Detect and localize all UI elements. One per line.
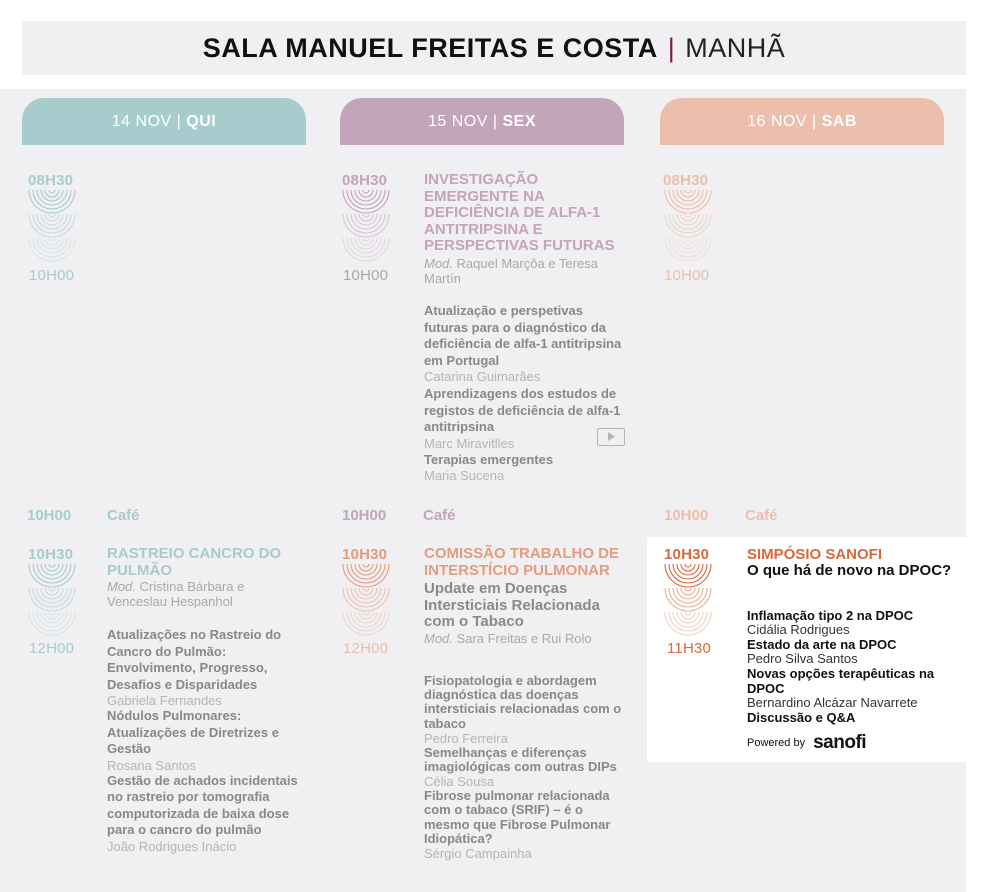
session-title: RASTREIO CANCRO DO PULMÃO xyxy=(107,545,282,579)
room-name: SALA MANUEL FREITAS E COSTA xyxy=(202,32,658,63)
period-label: MANHÃ xyxy=(685,32,786,63)
talk-speaker: Célia Sousa xyxy=(424,774,495,790)
day-weekday: SAB xyxy=(821,112,857,130)
room-title-bar xyxy=(22,21,966,75)
end-time: 10H00 xyxy=(664,267,710,284)
end-time: 10H00 xyxy=(29,267,75,284)
cafe-time: 10H00 xyxy=(664,507,709,524)
cafe-time: 10H00 xyxy=(27,507,72,524)
talk-title: Terapias emergentes xyxy=(424,451,554,467)
talk-speaker: Marc Miravitlles xyxy=(424,435,515,451)
talk-list xyxy=(107,627,302,854)
session-title: INVESTIGAÇÃO EMERGENTE NA DEFICIÊNCIA DE ALFA-1 ANTITRIPSINA E PERSPECTIVAS FUTURAS xyxy=(424,171,615,254)
day-date: 15 NOV | xyxy=(427,112,498,130)
talk-title: Fisiopatologia e abordagem diagnóstica das doenças intersticiais relacionadas com o tabaco xyxy=(424,673,622,731)
day-tab-friday[interactable] xyxy=(340,98,624,145)
talk-title: Gestão de achados incidentais no rastreio por tomografia computorizada de baixa dose para o cancro do pulmão xyxy=(107,772,298,837)
start-time: 10H30 xyxy=(28,546,74,563)
talk-title: Discussão e Q&A xyxy=(747,710,856,725)
talk-speaker: Maria Sucena xyxy=(424,468,505,483)
talk-speaker: Sérgio Campainha xyxy=(424,846,532,862)
start-time: 08H30 xyxy=(28,172,74,189)
play-triangle-icon xyxy=(598,429,623,444)
talk-list xyxy=(424,303,624,483)
mod-names: Sara Freitas e Rui Rolo xyxy=(456,630,592,646)
mod-names: Cristina Bárbara e Venceslau Hespanhol xyxy=(107,579,245,609)
session-block xyxy=(424,172,624,286)
talk-title: Novas opções terapêuticas na DPOC xyxy=(747,666,935,696)
start-time: 10H30 xyxy=(664,546,710,563)
talk-title: Fibrose pulmonar relacionada com o tabaco (SRIF) – é o mesmo que Fibrose Pulmonar Idiopática? xyxy=(424,788,611,846)
day-date: 14 NOV | xyxy=(111,112,182,130)
cafe-label: Café xyxy=(107,507,140,524)
talk-speaker: Cidália Rodrigues xyxy=(747,622,850,637)
sponsor-credit xyxy=(747,732,866,754)
session-block xyxy=(747,546,952,580)
day-tab-saturday[interactable] xyxy=(660,98,944,145)
talk-speaker: Gabriela Fernandes xyxy=(107,693,222,708)
talk-speaker: Bernardino Alcázar Navarrete xyxy=(747,695,918,710)
end-time: 12H00 xyxy=(29,640,75,657)
day-weekday: SEX xyxy=(502,112,537,130)
start-time: 08H30 xyxy=(663,172,709,189)
start-time: 10H30 xyxy=(342,546,388,563)
talk-title: Atualização e perspetivas futuras para o diagnóstico da deficiência de alfa-1 antitripsina em Portugal xyxy=(424,303,622,368)
right-margin xyxy=(966,0,987,892)
talk-speaker: Pedro Ferreira xyxy=(424,730,508,746)
talk-title: Nódulos Pulmonares: Atualizações de Diretrizes e Gestão xyxy=(107,708,279,756)
moderators xyxy=(424,256,624,286)
day-weekday: QUI xyxy=(186,112,217,130)
talk-title: Estado da arte na DPOC xyxy=(747,637,897,652)
mod-names: Raquel Marçôa e Teresa Martín xyxy=(424,255,598,286)
session-title: SIMPÓSIO SANOFI xyxy=(747,546,883,563)
session-subtitle: Update em Doenças Intersticiais Relacionada com o Tabaco xyxy=(424,580,600,630)
talk-speaker: João Rodrigues Inácio xyxy=(107,838,237,854)
end-time: 12H00 xyxy=(343,640,389,657)
title-separator: | xyxy=(667,32,676,63)
talk-speaker: Rosana Santos xyxy=(107,757,196,773)
day-tab-thursday[interactable] xyxy=(22,98,306,145)
talk-list xyxy=(747,608,952,725)
cafe-label: Café xyxy=(745,507,778,524)
session-block xyxy=(107,546,302,609)
mod-label: Mod. xyxy=(107,579,136,594)
cafe-label: Café xyxy=(423,507,456,524)
start-time: 08H30 xyxy=(342,172,388,189)
talk-title: Atualizações no Rastreio do Cancro do Pulmão: Envolvimento, Progresso, Desafios e Disparidades xyxy=(107,627,282,692)
end-time: 11H30 xyxy=(667,640,712,657)
day-date: 16 NOV | xyxy=(747,112,817,130)
mod-label: Mod. xyxy=(424,255,453,271)
session-title: COMISSÃO TRABALHO DE INTERSTÍCIO PULMONAR xyxy=(424,545,619,579)
powered-by-label: Powered by xyxy=(747,737,806,749)
sanofi-logo: sanofi xyxy=(813,732,867,753)
mod-label: Mod. xyxy=(424,630,453,646)
talk-speaker: Pedro Silva Santos xyxy=(747,651,858,666)
talk-title: Semelhanças e diferenças imagiológicas com outras DIPs xyxy=(424,744,617,775)
moderators xyxy=(107,579,302,609)
session-subtitle: O que há de novo na DPOC? xyxy=(747,562,952,579)
talk-list xyxy=(424,674,624,861)
moderators xyxy=(424,631,619,646)
end-time: 10H00 xyxy=(343,267,389,284)
talk-speaker: Catarina Guimarães xyxy=(424,369,541,384)
session-block xyxy=(424,546,619,646)
play-video-icon[interactable] xyxy=(597,428,625,446)
talk-title: Inflamação tipo 2 na DPOC xyxy=(747,608,914,623)
cafe-time: 10H00 xyxy=(342,507,387,524)
talk-title: Aprendizagens dos estudos de registos de deficiência de alfa-1 antitripsina xyxy=(424,386,621,434)
